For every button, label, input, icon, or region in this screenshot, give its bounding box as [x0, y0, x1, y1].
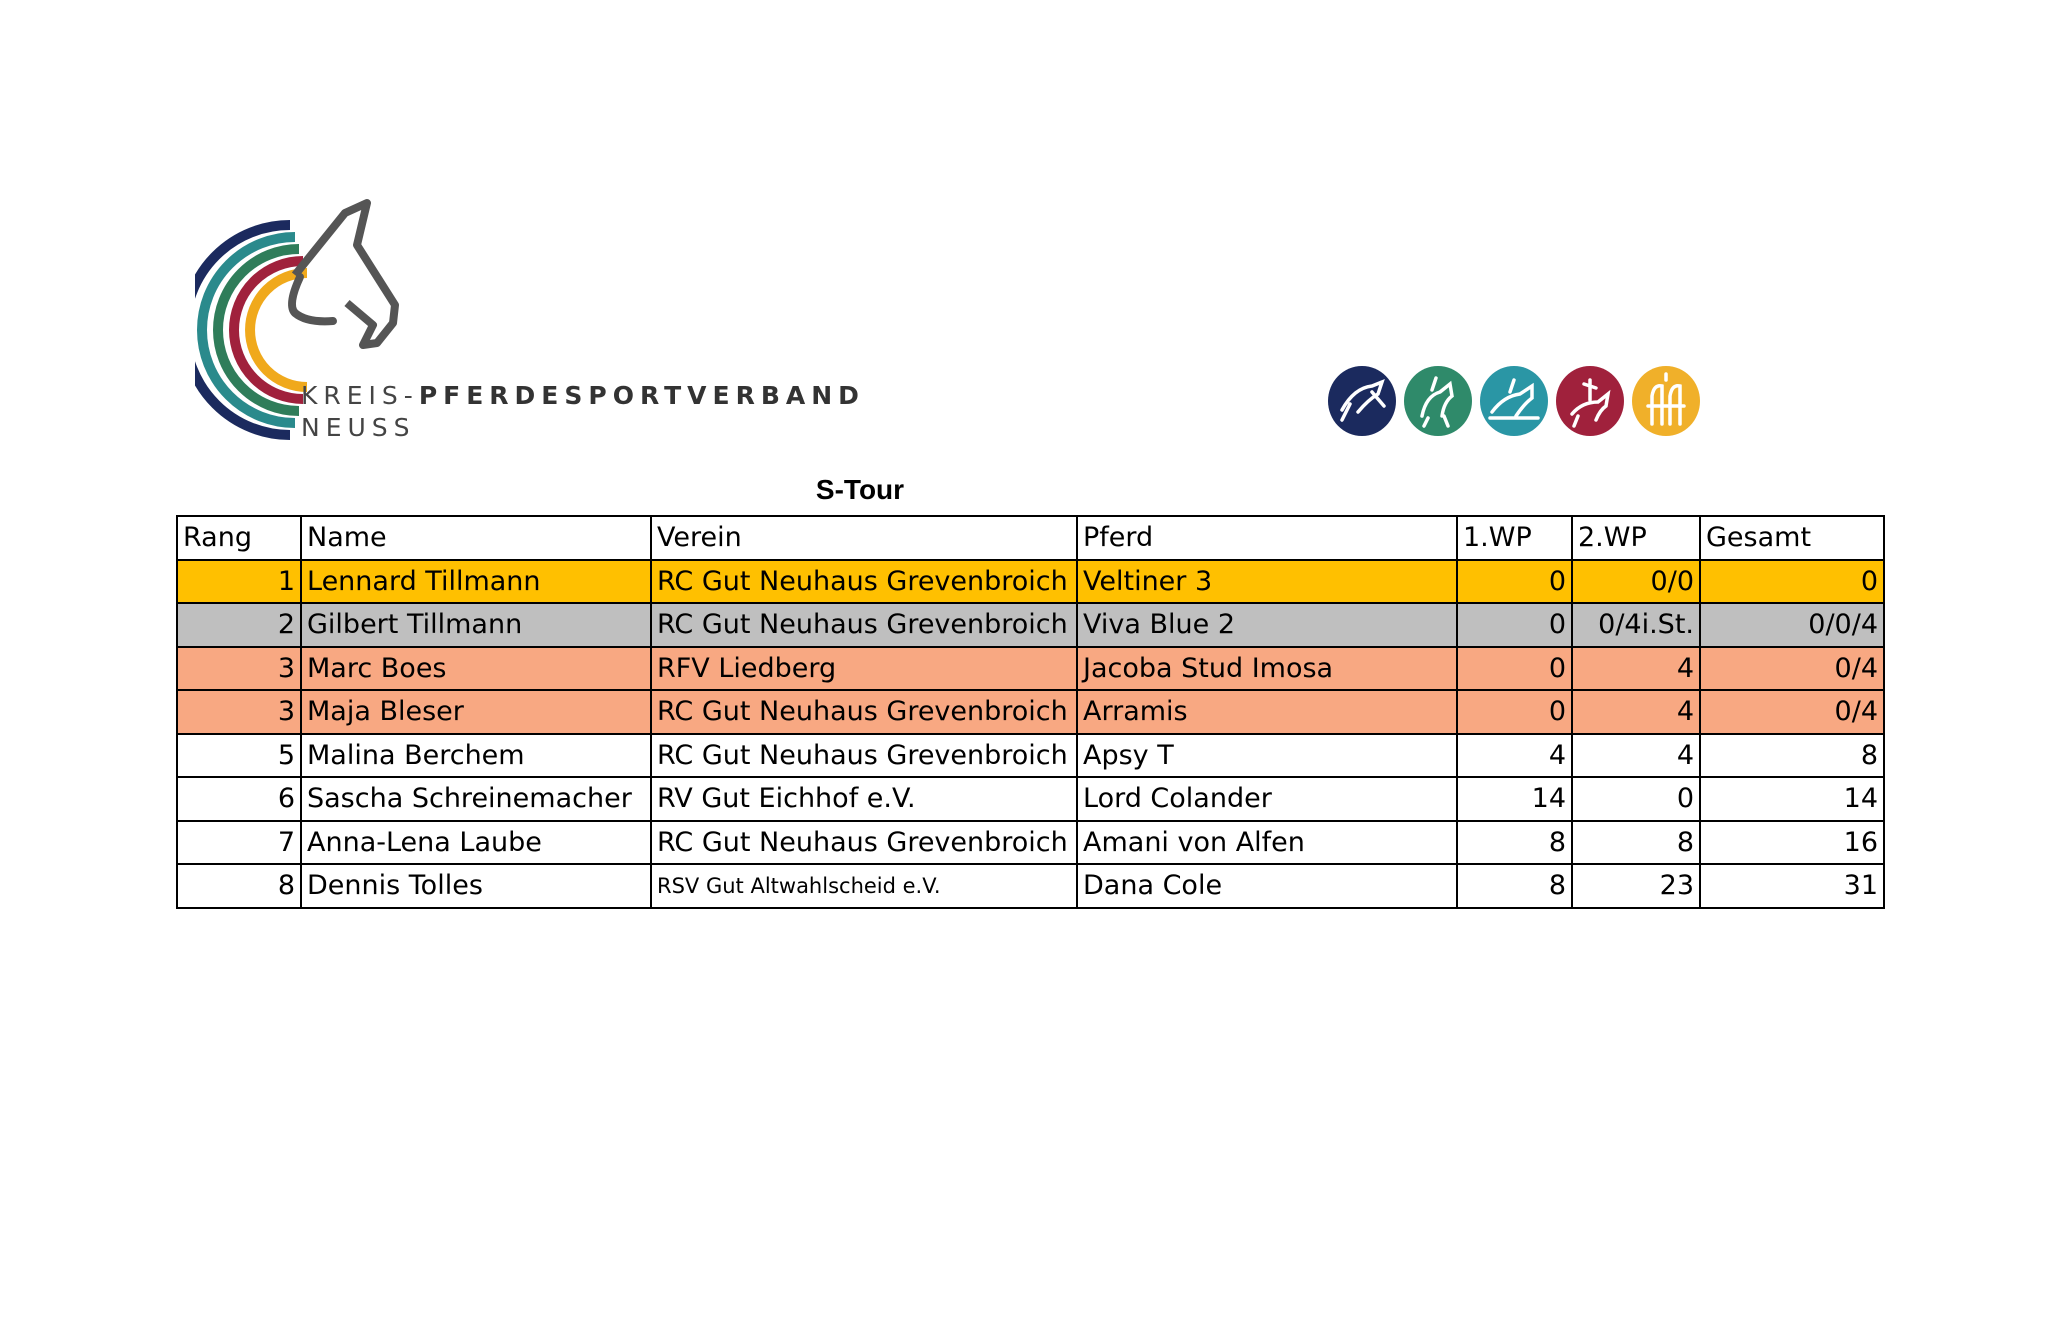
- cell-wp2: 23: [1572, 864, 1700, 908]
- cell-name: Lennard Tillmann: [301, 560, 651, 604]
- show-jumping-icon: [1328, 366, 1396, 436]
- dressage-icon: [1404, 366, 1472, 436]
- cell-pferd: Jacoba Stud Imosa: [1077, 647, 1457, 691]
- cell-rang: 1: [177, 560, 301, 604]
- driving-icon: [1632, 366, 1700, 436]
- cell-wp1: 8: [1457, 821, 1572, 865]
- cell-gesamt: 0: [1700, 560, 1884, 604]
- cell-rang: 3: [177, 690, 301, 734]
- header-wp1: 1.WP: [1457, 516, 1572, 560]
- table-title: S-Tour: [815, 474, 905, 505]
- cell-rang: 2: [177, 603, 301, 647]
- cell-wp1: 14: [1457, 777, 1572, 821]
- cell-verein: RV Gut Eichhof e.V.: [651, 777, 1077, 821]
- cell-wp2: 0: [1572, 777, 1700, 821]
- cell-rang: 8: [177, 864, 301, 908]
- cell-gesamt: 8: [1700, 734, 1884, 778]
- table-row: [177, 690, 1884, 734]
- cell-pferd: Dana Cole: [1077, 864, 1457, 908]
- cell-wp1: 0: [1457, 690, 1572, 734]
- cell-pferd: Lord Colander: [1077, 777, 1457, 821]
- table-row: [177, 821, 1884, 865]
- cell-verein: RC Gut Neuhaus Grevenbroich: [651, 821, 1077, 865]
- cell-wp1: 0: [1457, 603, 1572, 647]
- cell-rang: 5: [177, 734, 301, 778]
- table-row: [177, 647, 1884, 691]
- cell-wp2: 4: [1572, 690, 1700, 734]
- cell-rang: 6: [177, 777, 301, 821]
- cell-pferd: Viva Blue 2: [1077, 603, 1457, 647]
- table-row: [177, 864, 1884, 908]
- discipline-icons: [1328, 366, 1700, 440]
- logo-text-neuss: NEUSS: [301, 413, 416, 442]
- eventing-icon: [1480, 366, 1548, 436]
- cell-gesamt: 14: [1700, 777, 1884, 821]
- cell-wp1: 0: [1457, 560, 1572, 604]
- table-row: [177, 777, 1884, 821]
- table-row: [177, 603, 1884, 647]
- cell-wp2: 0/0: [1572, 560, 1700, 604]
- cell-name: Gilbert Tillmann: [301, 603, 651, 647]
- logo-text-kreis: KREIS-: [301, 381, 419, 410]
- cell-name: Maja Bleser: [301, 690, 651, 734]
- cell-gesamt: 0/4: [1700, 647, 1884, 691]
- cell-gesamt: 0/0/4: [1700, 603, 1884, 647]
- header-pferd: Pferd: [1077, 516, 1457, 560]
- cell-wp1: 0: [1457, 647, 1572, 691]
- header-rang: Rang: [177, 516, 301, 560]
- cell-verein: RC Gut Neuhaus Grevenbroich: [651, 734, 1077, 778]
- logo-text-verband: PFERDESPORTVERBAND: [418, 381, 865, 410]
- cell-name: Sascha Schreinemacher: [301, 777, 651, 821]
- cell-gesamt: 16: [1700, 821, 1884, 865]
- cell-gesamt: 31: [1700, 864, 1884, 908]
- cell-wp2: 4: [1572, 647, 1700, 691]
- cell-rang: 3: [177, 647, 301, 691]
- cell-name: Marc Boes: [301, 647, 651, 691]
- header-gesamt: Gesamt: [1700, 516, 1884, 560]
- cell-verein: RFV Liedberg: [651, 647, 1077, 691]
- cell-pferd: Arramis: [1077, 690, 1457, 734]
- table-header-row: [177, 516, 1884, 560]
- cell-pferd: Apsy T: [1077, 734, 1457, 778]
- header-verein: Verein: [651, 516, 1077, 560]
- cell-wp2: 8: [1572, 821, 1700, 865]
- results-table: [176, 515, 1885, 909]
- cell-name: Anna-Lena Laube: [301, 821, 651, 865]
- cell-gesamt: 0/4: [1700, 690, 1884, 734]
- table-row: [177, 734, 1884, 778]
- kpv-neuss-logo: [195, 195, 865, 455]
- cell-verein: RSV Gut Altwahlscheid e.V.: [651, 864, 1077, 908]
- cell-verein: RC Gut Neuhaus Grevenbroich: [651, 560, 1077, 604]
- cell-rang: 7: [177, 821, 301, 865]
- logo-wordmark: [301, 380, 865, 444]
- cell-pferd: Amani von Alfen: [1077, 821, 1457, 865]
- cell-verein: RC Gut Neuhaus Grevenbroich: [651, 690, 1077, 734]
- cell-verein: RC Gut Neuhaus Grevenbroich: [651, 603, 1077, 647]
- table-row: [177, 560, 1884, 604]
- cell-wp1: 4: [1457, 734, 1572, 778]
- cell-name: Malina Berchem: [301, 734, 651, 778]
- cell-name: Dennis Tolles: [301, 864, 651, 908]
- cell-wp2: 0/4i.St.: [1572, 603, 1700, 647]
- header-wp2: 2.WP: [1572, 516, 1700, 560]
- header-name: Name: [301, 516, 651, 560]
- cell-pferd: Veltiner 3: [1077, 560, 1457, 604]
- cell-wp2: 4: [1572, 734, 1700, 778]
- cell-wp1: 8: [1457, 864, 1572, 908]
- vaulting-icon: [1556, 366, 1624, 436]
